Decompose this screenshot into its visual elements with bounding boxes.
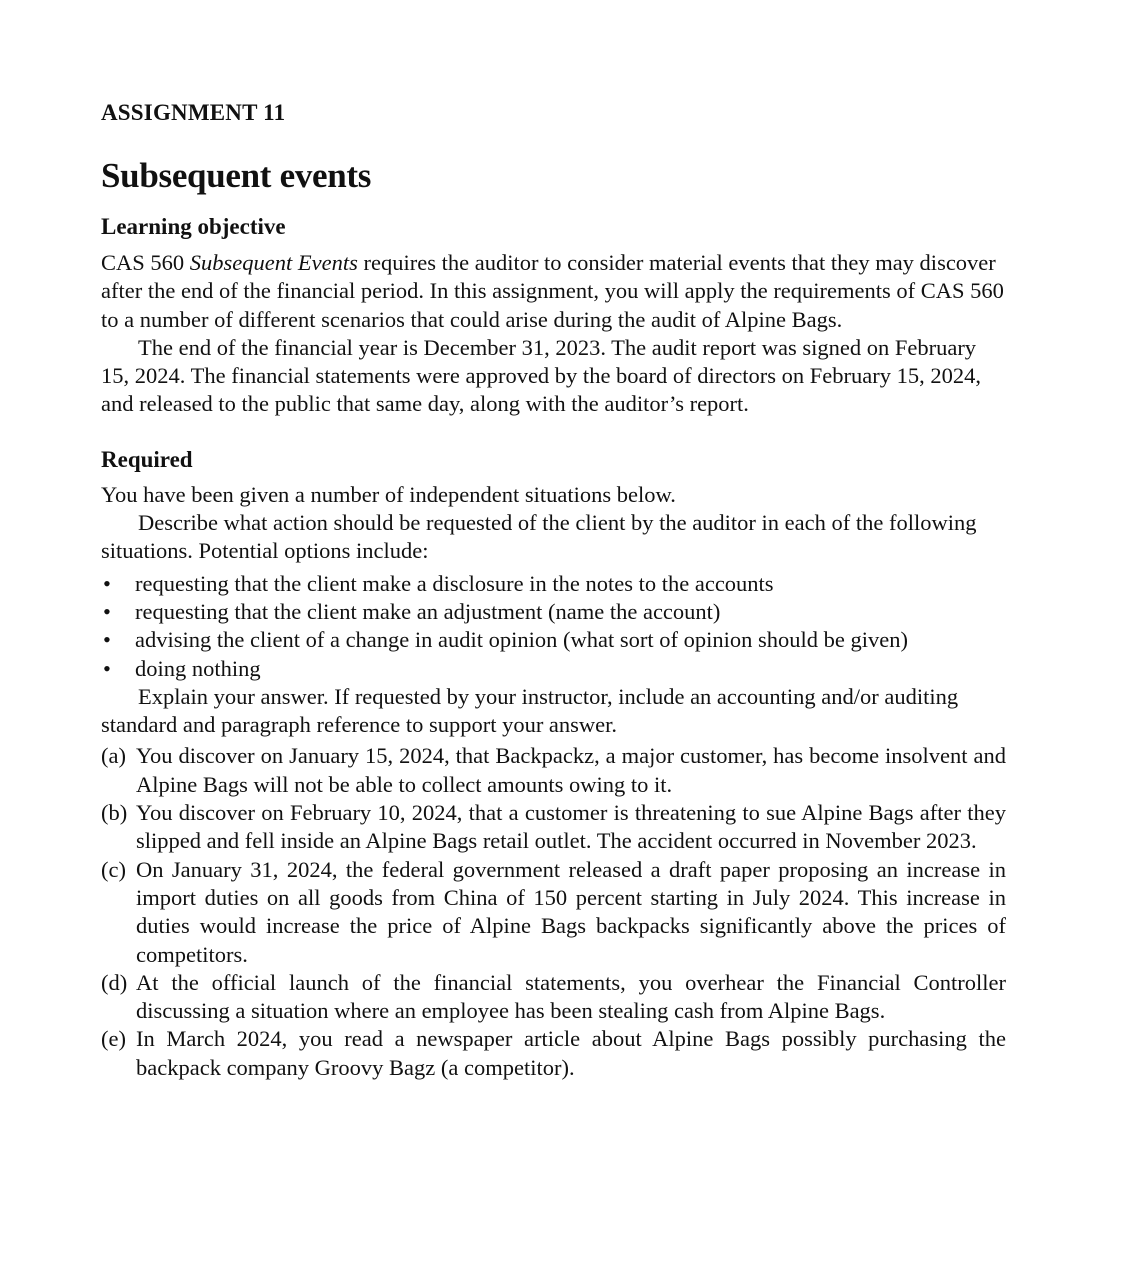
- option-text: requesting that the client make an adjustment (name the account): [135, 598, 721, 624]
- list-item: [101, 655, 1006, 683]
- required-heading: Required: [101, 446, 193, 472]
- situation-marker: (e): [101, 1026, 126, 1052]
- bullet-icon: •: [103, 627, 111, 653]
- list-item: [101, 799, 1006, 856]
- option-text: doing nothing: [135, 655, 261, 681]
- situations-list: [101, 742, 1006, 1082]
- page-title: Subsequent events: [101, 156, 372, 195]
- option-text: advising the client of a change in audit opinion (what sort of opinion should be given): [135, 627, 908, 653]
- list-item: [101, 742, 1006, 799]
- situation-text: You discover on January 15, 2024, that Backpackz, a major customer, has become insolvent and Alpine Bags will not be able to collect amounts owing to it.: [136, 743, 1006, 797]
- option-text: requesting that the client make a disclosure in the notes to the accounts: [135, 570, 774, 596]
- bullet-icon: •: [103, 598, 111, 624]
- situation-text: In March 2024, you read a newspaper article about Alpine Bags possibly purchasing the backpack company Groovy Bagz (a competitor).: [136, 1026, 1006, 1080]
- lo-text-suffix: requires the auditor to consider material events that they may discover after the end of the financial period. In this assignment, you will apply the requirements of CAS 560 to a number of different scenarios that could arise during the audit of Alpine Bags.: [101, 250, 1004, 332]
- bullet-icon: •: [103, 655, 111, 681]
- document-page: [101, 98, 1006, 1082]
- list-item: [101, 969, 1006, 1026]
- assignment-label: ASSIGNMENT 11: [101, 100, 286, 125]
- required-instruction: Describe what action should be requested of the client by the auditor in each of the following situations. Potential options include:: [101, 510, 977, 564]
- list-item: [101, 570, 1006, 598]
- options-list: [101, 570, 1006, 683]
- list-item: [101, 1025, 1006, 1082]
- list-item: [101, 598, 1006, 626]
- situation-marker: (d): [101, 969, 128, 995]
- situation-text: At the official launch of the financial statements, you overhear the Financial Controller discussing a situation where an employee has been stealing cash from Alpine Bags.: [136, 969, 1006, 1024]
- situation-marker: (c): [101, 856, 126, 882]
- situation-text: On January 31, 2024, the federal government released a draft paper proposing an increase in import duties on all goods from China of 150 percent starting in July 2024. This increase in duties would increase the price of Alpine Bags backpacks significantly above the prices of competitors.: [136, 856, 1006, 967]
- situation-marker: (b): [101, 800, 128, 826]
- learning-objective-heading: Learning objective: [101, 214, 286, 239]
- explain-instruction: Explain your answer. If requested by your instructor, include an accounting and/or auditing standard and paragraph reference to support your answer.: [101, 683, 959, 738]
- situation-text: You discover on February 10, 2024, that a customer is threatening to sue Alpine Bags after they slipped and fell inside an Alpine Bags retail outlet. The accident occurred in November 2023.: [136, 800, 1006, 854]
- bullet-icon: •: [103, 570, 111, 596]
- financial-year-paragraph: The end of the financial year is December 31, 2023. The audit report was signed on February 15, 2024. The financial statements were approved by the board of directors on February 15, 2024, and released to the public that same day, along with the auditor’s report.: [101, 334, 981, 417]
- required-intro: You have been given a number of independent situations below.: [101, 481, 676, 507]
- list-item: [101, 856, 1006, 969]
- list-item: [101, 626, 1006, 654]
- standard-title: Subsequent Events: [189, 250, 358, 275]
- situation-marker: (a): [101, 743, 126, 769]
- lo-text-prefix: CAS 560: [101, 250, 190, 275]
- learning-objective-paragraph: [101, 249, 1006, 334]
